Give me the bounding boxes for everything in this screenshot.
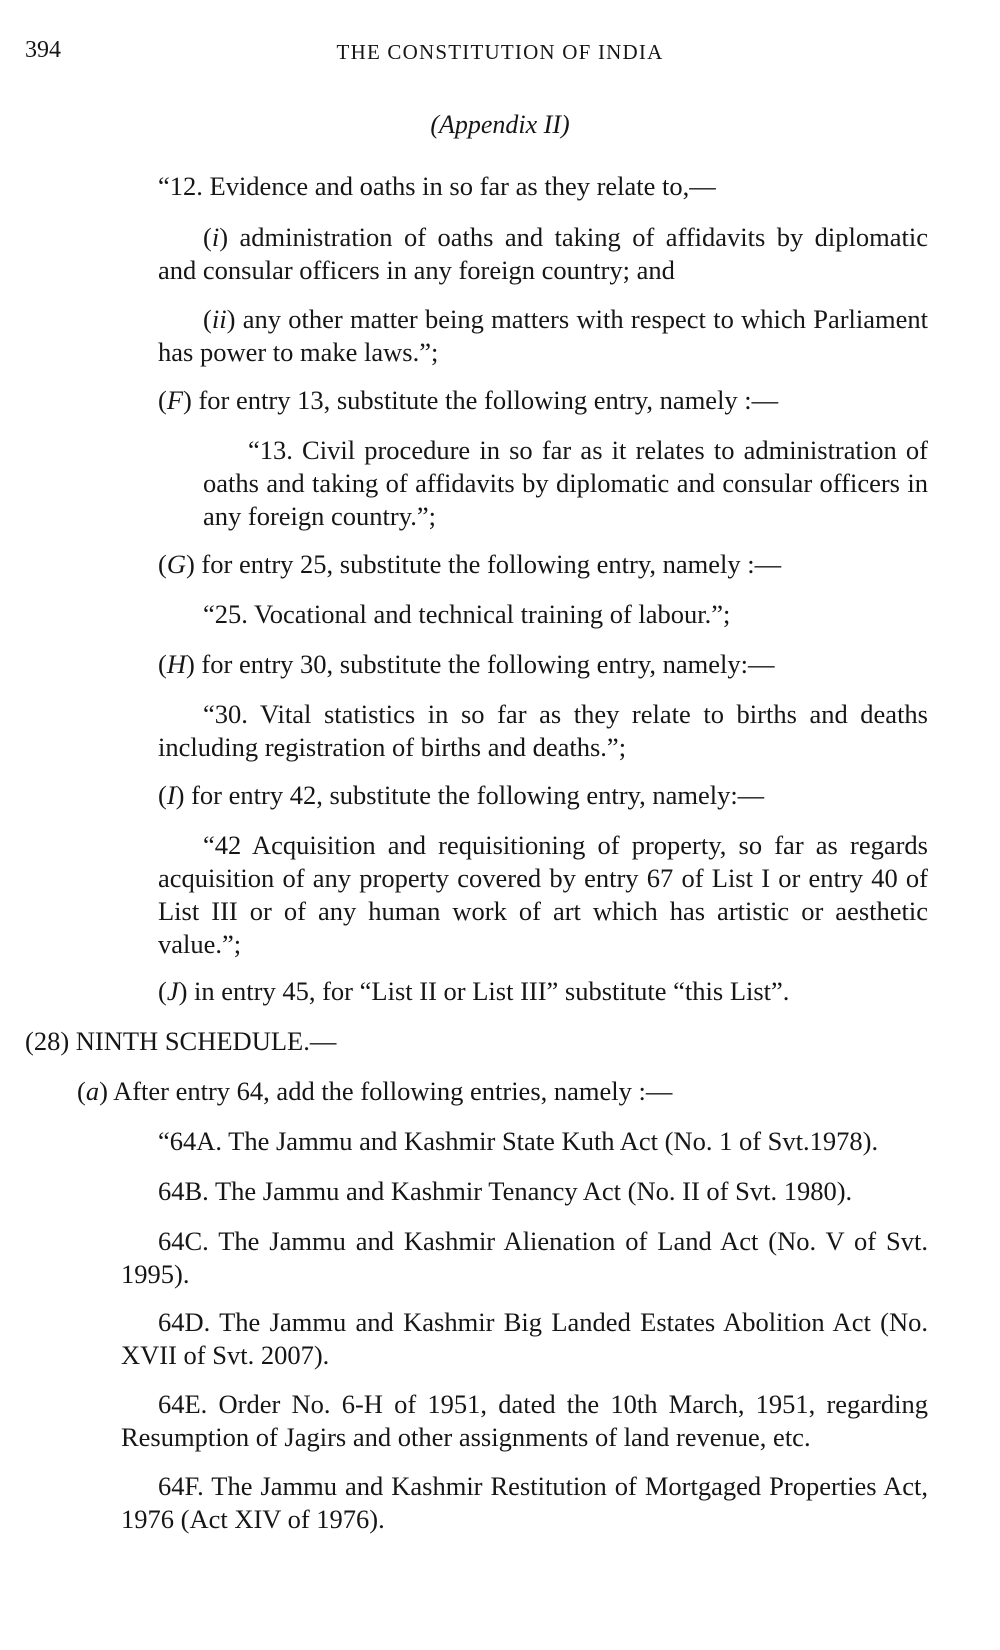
entry-30-text	[158, 698, 928, 764]
clause-i-text: administration of oaths and taking of affidavits by diplomatic and consular officers in any foreign country; and	[158, 222, 928, 285]
clause-a-label: a	[85, 1076, 100, 1106]
clause-ii-text: any other matter being matters with respect to which Parliament has power to make laws.”;	[158, 304, 928, 367]
amendment-F: (F) for entry 13, substitute the following entry, namely :—	[158, 385, 779, 415]
entry-64E	[121, 1388, 928, 1454]
amendment-I: (I) for entry 42, substitute the following entry, namely:—	[158, 780, 765, 810]
entry-13-body: “13. Civil procedure in so far as it relates to administration of oaths and taking of affidavits by diplomatic and consular officers in any foreign country.”;	[203, 435, 928, 531]
entry-64D	[121, 1306, 928, 1372]
clause-i-label: i	[211, 222, 220, 252]
appendix-label: (Appendix II)	[430, 110, 570, 139]
amendment-G-text: for entry 25, substitute the following entry, namely :—	[194, 549, 782, 579]
entry-64C-text: 64C. The Jammu and Kashmir Alienation of Land Act (No. V of Svt. 1995).	[121, 1226, 928, 1289]
amendment-I-label: I	[166, 780, 176, 810]
amendment-J-label: J	[166, 976, 179, 1006]
clause-a: (a) After entry 64, add the following entries, namely :—	[77, 1076, 673, 1106]
amendment-G: (G) for entry 25, substitute the following entry, namely :—	[158, 549, 782, 579]
entry-30-body: “30. Vital statistics in so far as they relate to births and deaths including registration of births and deaths.”;	[158, 699, 928, 762]
amendment-F-label: F	[166, 385, 184, 415]
entry-12-clause-i: (i) administration of oaths and taking of affidavits by diplomatic and consular officers in any foreign country; and	[158, 222, 928, 285]
entry-64F	[121, 1470, 928, 1536]
section-28-heading-text: (28) NINTH SCHEDULE.—	[25, 1026, 337, 1056]
amendment-H-text: for entry 30, substitute the following entry, namely:—	[194, 649, 775, 679]
entry-42-text	[158, 829, 928, 961]
amendment-H: (H) for entry 30, substitute the following entry, namely:—	[158, 649, 775, 679]
clause-a-text: After entry 64, add the following entries, namely :—	[107, 1076, 673, 1106]
amendment-J: (J) in entry 45, for “List II or List III” substitute “this List”.	[158, 976, 790, 1006]
entry-64D-text: 64D. The Jammu and Kashmir Big Landed Estates Abolition Act (No. XVII of Svt. 2007).	[121, 1307, 928, 1370]
entry-12-heading	[158, 170, 716, 203]
entry-13-text	[203, 434, 928, 533]
entry-12-clause-ii: (ii) any other matter being matters with respect to which Parliament has power to make laws.”;	[158, 304, 928, 367]
entry-64A	[158, 1125, 878, 1158]
amendment-I-text: for entry 42, substitute the following entry, namely:—	[184, 780, 765, 810]
amendment-F-text: for entry 13, substitute the following entry, namely :—	[191, 385, 779, 415]
amendment-G-label: G	[166, 549, 186, 579]
entry-64A-text: “64A. The Jammu and Kashmir State Kuth Act (No. 1 of Svt.1978).	[158, 1126, 879, 1156]
entry-64B-text: 64B. The Jammu and Kashmir Tenancy Act (No. II of Svt. 1980).	[158, 1176, 853, 1206]
amendment-J-text: in entry 45, for “List II or List III” substitute “this List”.	[187, 976, 790, 1006]
section-28-heading	[25, 1025, 336, 1058]
entry-64F-text: 64F. The Jammu and Kashmir Restitution of Mortgaged Properties Act, 1976 (Act XIV of 1976).	[121, 1471, 928, 1534]
entry-42-body: “42 Acquisition and requisitioning of property, so far as regards acquisition of any property covered by entry 67 of List I or entry 40 of List III or of any human work of art which has artistic or aesthetic value.”;	[158, 830, 928, 959]
running-head: THE CONSTITUTION OF INDIA	[336, 40, 664, 64]
entry-64E-text: 64E. Order No. 6-H of 1951, dated the 10th March, 1951, regarding Resumption of Jagirs and other assignments of land revenue, etc.	[121, 1389, 928, 1452]
clause-ii-label: ii	[211, 304, 227, 334]
entry-25-text	[203, 598, 730, 631]
amendment-H-label: H	[166, 649, 186, 679]
entry-25-body: “25. Vocational and technical training of labour.”;	[203, 599, 731, 629]
entry-12-heading-text: “12. Evidence and oaths in so far as they relate to,—	[158, 171, 716, 201]
entry-64B	[158, 1175, 852, 1208]
page-number: 394	[25, 37, 61, 63]
entry-64C	[121, 1225, 928, 1291]
